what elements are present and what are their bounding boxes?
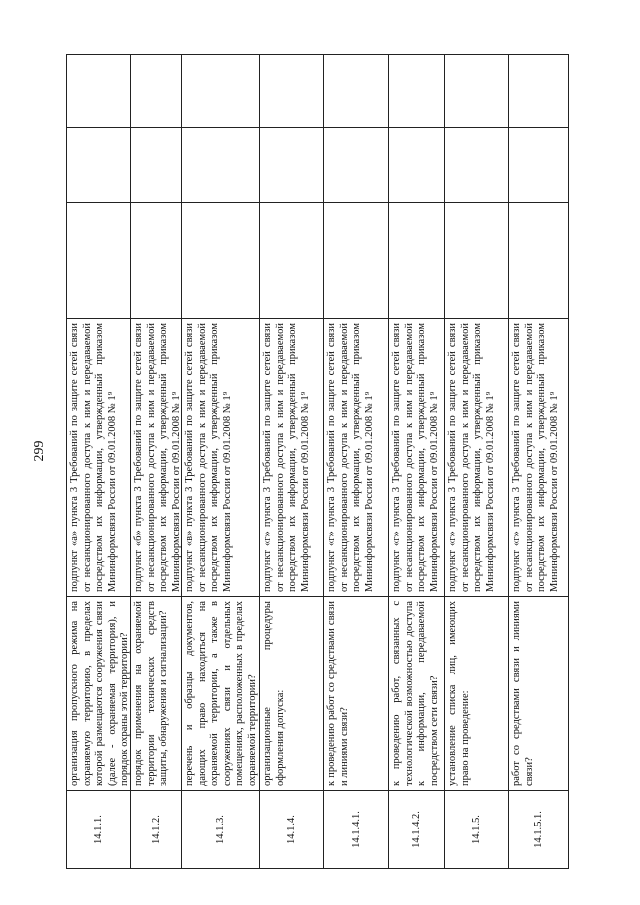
row-reference: подпункт «а» пункта 3 Требований по защите сетей связи от несанкционированного доступа к ним и передаваемой посредством их информации, утвержденный приказом Мининформсвязи России от 09.01.2008 № 1⁹ [67,318,130,596]
table-row [509,55,568,868]
empty-cell [445,128,508,203]
row-number: 14.1.3. [182,790,259,868]
empty-cell [67,55,130,128]
row-number: 14.1.2. [131,790,181,868]
empty-cell [389,203,444,318]
empty-cell [260,128,323,203]
requirements-table [66,54,569,869]
row-number: 14.1.4.1. [324,790,388,868]
empty-cell [67,203,130,318]
row-question: организация пропускного режима на охраняемую территорию, в пределах которой размещаются сооружения связи (далее - охраняемая территория), и порядок охраны этой территории? [67,596,130,790]
table-body [67,55,568,868]
empty-cell [445,55,508,128]
empty-cell [509,55,568,128]
empty-cell [324,203,388,318]
empty-cell [509,128,568,203]
row-question: порядок применения на охраняемой территории технических средств защиты, обнаружения и сигнализации? [131,596,181,790]
row-reference: подпункт «г» пункта 3 Требований по защите сетей связи от несанкционированного доступа к ним и передаваемой посредством их информации, утвержденный приказом Мининформсвязи России от 09.01.2008 № 1⁹ [260,318,323,596]
row-reference: подпункт «в» пункта 3 Требований по защите сетей связи от несанкционированного доступа к ним и передаваемой посредством их информации, утвержденный приказом Мининформсвязи России от 09.01.2008 № 1⁹ [182,318,259,596]
row-reference: подпункт «г» пункта 3 Требований по защите сетей связи от несанкционированного доступа к ним и передаваемой посредством их информации, утвержденный приказом Мининформсвязи России от 09.01.2008 № 1⁹ [445,318,508,596]
table-row [182,55,260,868]
row-reference: подпункт «б» пункта 3 Требований по защите сетей связи от несанкционированного доступа к ним и передаваемой посредством их информации, утвержденный приказом Мининформсвязи России от 09.01.2008 № 1⁹ [131,318,181,596]
page-number: 299 [32,440,47,462]
row-question: работ со средствами связи и линиями связи? [509,596,568,790]
empty-cell [445,203,508,318]
table-row [131,55,182,868]
row-question: организационные процедуры оформления допуска: [260,596,323,790]
empty-cell [182,128,259,203]
empty-cell [182,55,259,128]
table-row [389,55,445,868]
row-reference: подпункт «г» пункта 3 Требований по защите сетей связи от несанкционированного доступа к ним и передаваемой посредством их информации, утвержденный приказом Мининформсвязи России от 09.01.2008 № 1⁹ [324,318,388,596]
row-number: 14.1.4. [260,790,323,868]
empty-cell [67,128,130,203]
row-number: 14.1.1. [67,790,130,868]
table-row [67,55,131,868]
table-row [324,55,389,868]
row-question: к проведению работ со средствами связи и линиями связи? [324,596,388,790]
table-row [260,55,324,868]
row-reference: подпункт «г» пункта 3 Требований по защите сетей связи от несанкционированного доступа к ним и передаваемой посредством их информации, утвержденный приказом Мининформсвязи России от 09.01.2008 № 1⁹ [509,318,568,596]
empty-cell [324,55,388,128]
row-question: к проведению работ, связанных с технологической возможностью доступа к информации, передаваемой посредством сети связи? [389,596,444,790]
empty-cell [131,128,181,203]
row-reference: подпункт «г» пункта 3 Требований по защите сетей связи от несанкционированного доступа к ним и передаваемой посредством их информации, утвержденный приказом Мининформсвязи России от 09.01.2008 № 1⁹ [389,318,444,596]
empty-cell [131,203,181,318]
table-row [445,55,509,868]
row-number: 14.1.4.2. [389,790,444,868]
row-number: 14.1.5.1. [509,790,568,868]
empty-cell [324,128,388,203]
empty-cell [131,55,181,128]
empty-cell [260,203,323,318]
empty-cell [260,55,323,128]
empty-cell [389,128,444,203]
empty-cell [389,55,444,128]
row-number: 14.1.5. [445,790,508,868]
empty-cell [182,203,259,318]
row-question: установление списка лиц, имеющих право на проведение: [445,596,508,790]
row-question: перечень и образцы документов, дающих право находиться на охраняемой территории, а также в сооружениях связи и отдельных помещениях, расположенных в пределах охраняемой территории? [182,596,259,790]
empty-cell [509,203,568,318]
